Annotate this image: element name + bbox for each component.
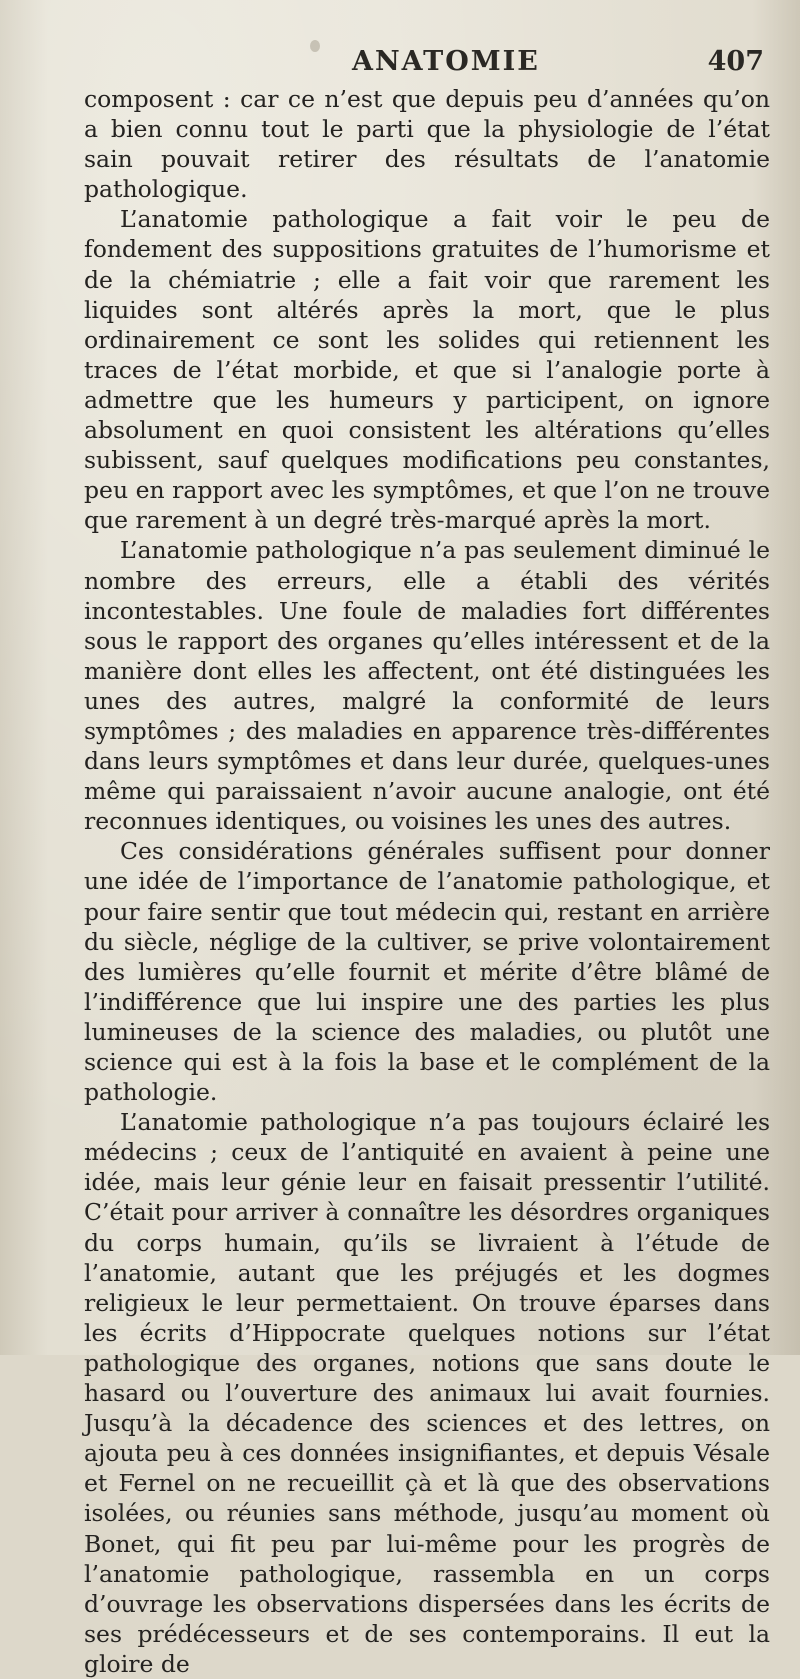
paragraph-3: L’anatomie pathologique n’a pas seulement diminué le nombre des erreurs, elle a établi des vérités incontestables. Une foule de maladies fort différentes sous le rapport des organes qu’elles intéressent et de la manière dont elles les affectent, ont été distinguées les unes des autres, malgré la conformité de leurs symptômes ; des maladies en apparence très-différentes dans leurs symptômes et dans leur durée, quelques-unes même qui paraissaient n’avoir aucune analogie, ont été reconnues identiques, ou voisines les unes des autres. xyxy=(84,536,770,836)
ink-blot xyxy=(420,1300,426,1308)
paragraph-2: L’anatomie pathologique a fait voir le peu de fondement des suppositions gratuites de l’humorisme et de la chémiatrie ; elle a fait voir que rarement les liquides sont altérés après la mort, que le plus ordinairement ce sont les solides qui retiennent les traces de l’état morbide, et que si l’analogie porte à admettre que les humeurs y participent, on ignore absolument en quoi consistent les altérations qu’elles subissent, sauf quelques modifications peu constantes, peu en rapport avec les symptômes, et que l’on ne trouve que rarement à un degré très-marqué après la mort. xyxy=(84,205,770,535)
paragraph-4: Ces considérations générales suffisent pour donner une idée de l’importance de l’anatomie pathologique, et pour faire sentir que tout médecin qui, restant en arrière du siècle, néglige de la cultiver, se prive volontairement des lumières qu’elle fournit et mérite d’être blâmé de l’indifférence que lui inspire une des parties les plus lumineuses de la science des maladies, ou plutôt une science qui est à la fois la base et le complément de la pathologie. xyxy=(84,837,770,1107)
page-header xyxy=(80,46,770,86)
page-number: 407 xyxy=(707,46,764,77)
ink-blot xyxy=(310,40,320,52)
paragraph-1: composent : car ce n’est que depuis peu d’années qu’on a bien connu tout le parti que la physiologie de l’état sain pouvait retirer des résultats de l’anatomie pathologique. xyxy=(84,85,770,204)
paragraph-5: L’anatomie pathologique n’a pas toujours éclairé les médecins ; ceux de l’antiquité en avaient à peine une idée, mais leur génie leur en faisait pressentir l’utilité. C’était pour arriver à connaître les désordres organiques du corps humain, qu’ils se livraient à l’étude de l’anatomie, autant que les préjugés et les dogmes religieux le leur permettaient. On trouve éparses dans les écrits d’Hippocrate quelques notions sur l’état pathologique des organes, notions que sans doute le hasard ou l’ouverture des animaux lui avait fournies. Jusqu’à la décadence des sciences et des lettres, on ajouta peu à ces données insignifiantes, et depuis Vésale et Fernel on ne recueillit çà et là que des observations isolées, ou réunies sans méthode, jusqu’au moment où Bonet, qui fit peu par lui-même pour les progrès de l’anatomie pathologique, rassembla en un corps d’ouvrage les observations dispersées dans les écrits de ses prédécesseurs et de ses contemporains. Il eut la gloire de xyxy=(84,1108,770,1678)
running-title: ANATOMIE xyxy=(352,46,540,77)
body-text xyxy=(84,84,770,1679)
